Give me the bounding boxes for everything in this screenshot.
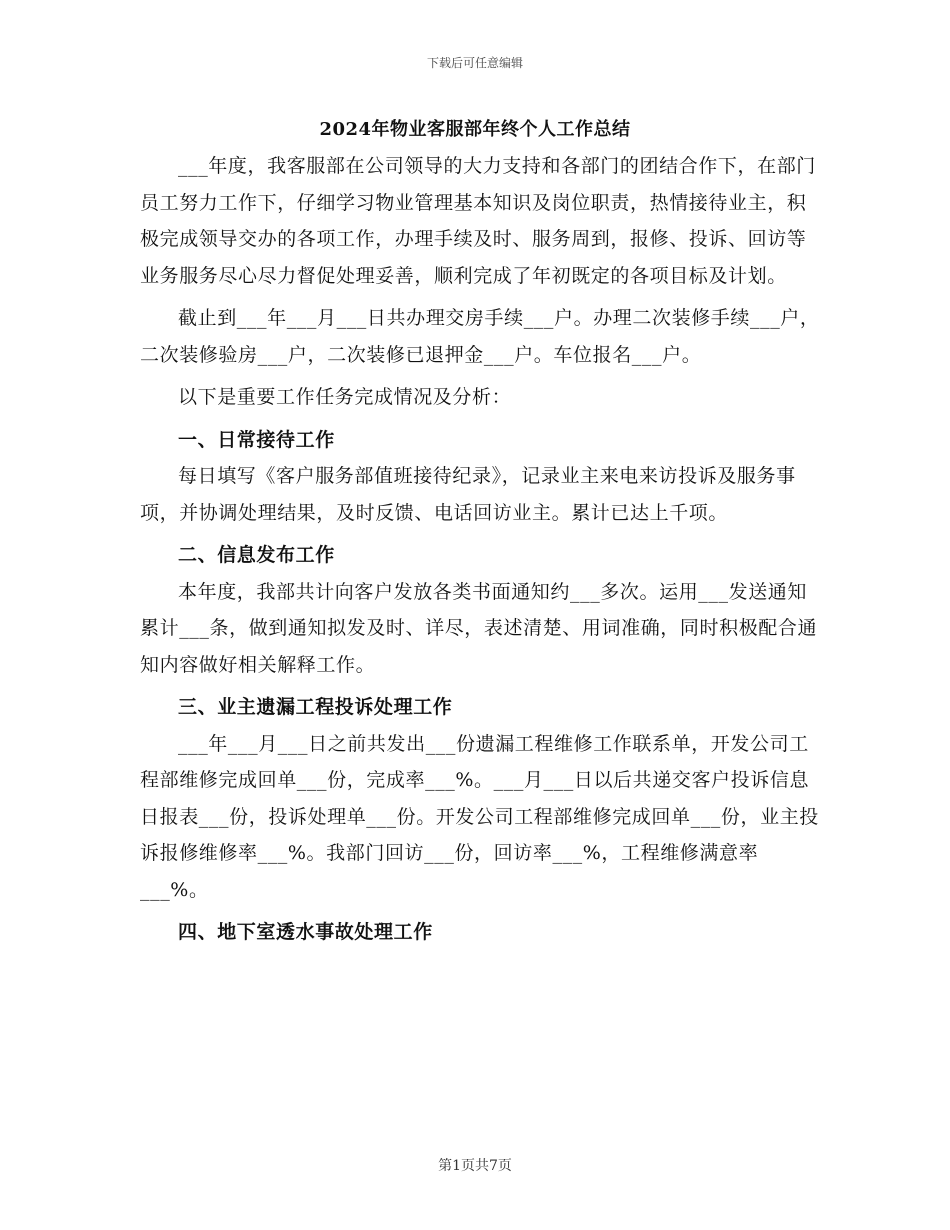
header-note: 下载后可任意编辑 bbox=[426, 56, 523, 70]
document-title: 2024年物业客服部年终个人工作总结 bbox=[319, 119, 631, 140]
paragraph-stats: 截止到___年___月___日共办理交房手续___户。办理二次装修手续___户，二次装修验房___户，二次装修已退押金___户。车位报名___户。 bbox=[140, 307, 820, 366]
heading-section-3: 三、业主遗漏工程投诉处理工作 bbox=[178, 696, 453, 718]
paragraph-lead: 以下是重要工作任务完成情况及分析： bbox=[178, 386, 512, 408]
paragraph-intro: ___年度，我客服部在公司领导的大力支持和各部门的团结合作下，在部门员工努力工作下，仔细学习物业管理基本知识及岗位职责，热情接待业主，积极完成领导交办的各项工作，办理手续及时、服务周到，报修、投诉、回访等业务服务尽心尽力督促处理妥善，顺利完成了年初既定的各项目标及计划。 bbox=[140, 155, 816, 287]
heading-section-1: 一、日常接待工作 bbox=[178, 428, 335, 451]
document-body bbox=[140, 148, 820, 951]
paragraph-section-1: 每日填写《客户服务部值班接待纪录》，记录业主来电来访投诉及服务事项，并协调处理结果，及时反馈、电话回访业主。累计已达上千项。 bbox=[140, 465, 796, 524]
paragraph-section-2: 本年度，我部共计向客户发放各类书面通知约___多次。运用___发送通知累计___条，做到通知拟发及时、详尽，表述清楚、用词准确，同时积极配合通知内容做好相关解释工作。 bbox=[140, 580, 818, 676]
paragraph-section-3: ___年___月___日之前共发出___份遗漏工程维修工作联系单，开发公司工程部维修完成回单___份，完成率___%。___月___日以后共递交客户投诉信息日报表___份，投诉处理单___份。开发公司工程部维修完成回单___份，业主投诉报修维修率___%。我部门回访___份，回访率___%，工程维修满意率___%。 bbox=[140, 732, 819, 901]
heading-section-4: 四、地下室透水事故处理工作 bbox=[178, 921, 433, 943]
page-footer: 第1页共7页 bbox=[438, 1158, 512, 1174]
heading-section-2: 二、信息发布工作 bbox=[178, 544, 335, 566]
